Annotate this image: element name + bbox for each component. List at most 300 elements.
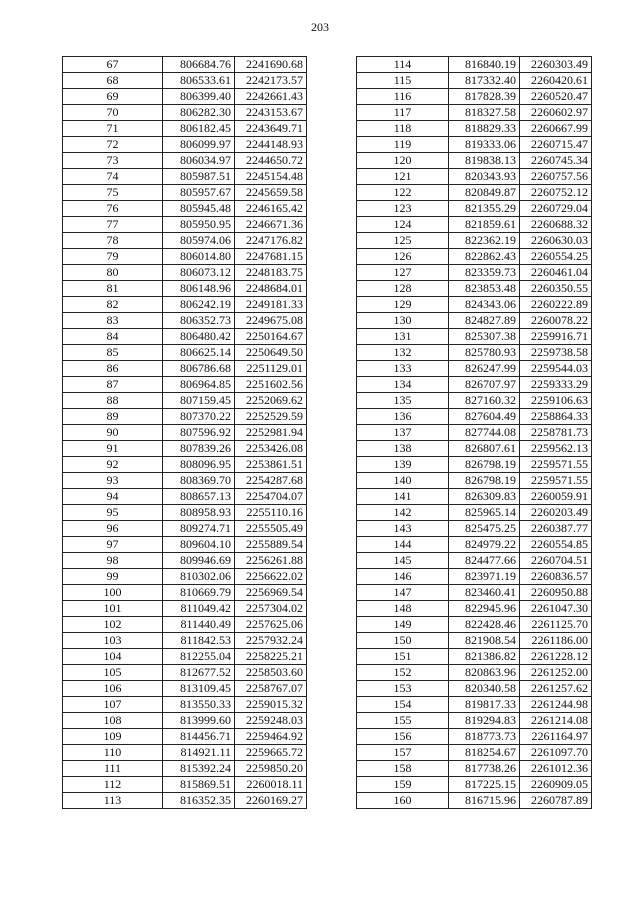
x-coordinate-cell: 805987.51 [163, 169, 235, 185]
table-row [63, 473, 307, 489]
x-coordinate-cell: 808369.70 [163, 473, 235, 489]
y-coordinate-cell: 2260757.56 [520, 169, 592, 185]
x-coordinate-cell: 822428.46 [449, 617, 520, 633]
x-coordinate-cell: 817738.26 [449, 761, 520, 777]
coordinates-table-left [62, 56, 307, 809]
table-row [63, 585, 307, 601]
point-number-cell: 105 [63, 665, 163, 681]
table-row [63, 617, 307, 633]
table-row [357, 473, 592, 489]
y-coordinate-cell: 2248684.01 [235, 281, 307, 297]
point-number-cell: 116 [357, 89, 449, 105]
x-coordinate-cell: 826798.19 [449, 473, 520, 489]
y-coordinate-cell: 2257932.24 [235, 633, 307, 649]
x-coordinate-cell: 824477.66 [449, 553, 520, 569]
point-number-cell: 148 [357, 601, 449, 617]
x-coordinate-cell: 818829.33 [449, 121, 520, 137]
table-row [357, 633, 592, 649]
x-coordinate-cell: 806014.80 [163, 249, 235, 265]
y-coordinate-cell: 2248183.75 [235, 265, 307, 281]
point-number-cell: 94 [63, 489, 163, 505]
point-number-cell: 130 [357, 313, 449, 329]
x-coordinate-cell: 809946.69 [163, 553, 235, 569]
point-number-cell: 113 [63, 793, 163, 809]
y-coordinate-cell: 2261228.12 [520, 649, 592, 665]
point-number-cell: 121 [357, 169, 449, 185]
x-coordinate-cell: 827604.49 [449, 409, 520, 425]
x-coordinate-cell: 821355.29 [449, 201, 520, 217]
x-coordinate-cell: 822945.96 [449, 601, 520, 617]
y-coordinate-cell: 2259916.71 [520, 329, 592, 345]
y-coordinate-cell: 2243153.67 [235, 105, 307, 121]
y-coordinate-cell: 2256622.02 [235, 569, 307, 585]
table-row [357, 313, 592, 329]
x-coordinate-cell: 820849.87 [449, 185, 520, 201]
point-number-cell: 136 [357, 409, 449, 425]
table-row [63, 201, 307, 217]
y-coordinate-cell: 2242173.57 [235, 73, 307, 89]
point-number-cell: 138 [357, 441, 449, 457]
table-row [63, 745, 307, 761]
y-coordinate-cell: 2255889.54 [235, 537, 307, 553]
y-coordinate-cell: 2259106.63 [520, 393, 592, 409]
y-coordinate-cell: 2243649.71 [235, 121, 307, 137]
table-row [357, 233, 592, 249]
point-number-cell: 91 [63, 441, 163, 457]
table-row [63, 393, 307, 409]
y-coordinate-cell: 2261186.00 [520, 633, 592, 649]
x-coordinate-cell: 812677.52 [163, 665, 235, 681]
table-row [357, 585, 592, 601]
table-row [63, 361, 307, 377]
point-number-cell: 139 [357, 457, 449, 473]
x-coordinate-cell: 826798.19 [449, 457, 520, 473]
point-number-cell: 118 [357, 121, 449, 137]
y-coordinate-cell: 2259665.72 [235, 745, 307, 761]
x-coordinate-cell: 819294.83 [449, 713, 520, 729]
x-coordinate-cell: 806352.73 [163, 313, 235, 329]
point-number-cell: 97 [63, 537, 163, 553]
x-coordinate-cell: 807596.92 [163, 425, 235, 441]
point-number-cell: 71 [63, 121, 163, 137]
x-coordinate-cell: 823853.48 [449, 281, 520, 297]
x-coordinate-cell: 821908.54 [449, 633, 520, 649]
table-row [63, 249, 307, 265]
table-row [63, 169, 307, 185]
x-coordinate-cell: 806480.42 [163, 329, 235, 345]
x-coordinate-cell: 816715.96 [449, 793, 520, 809]
x-coordinate-cell: 805945.48 [163, 201, 235, 217]
x-coordinate-cell: 818327.58 [449, 105, 520, 121]
table-row [63, 233, 307, 249]
y-coordinate-cell: 2244650.72 [235, 153, 307, 169]
table-row [357, 729, 592, 745]
y-coordinate-cell: 2250649.50 [235, 345, 307, 361]
table-row [357, 569, 592, 585]
point-number-cell: 141 [357, 489, 449, 505]
y-coordinate-cell: 2260018.11 [235, 777, 307, 793]
y-coordinate-cell: 2258781.73 [520, 425, 592, 441]
table-row [63, 265, 307, 281]
table-row [63, 569, 307, 585]
table-row [357, 409, 592, 425]
x-coordinate-cell: 805950.95 [163, 217, 235, 233]
y-coordinate-cell: 2247681.15 [235, 249, 307, 265]
x-coordinate-cell: 806684.76 [163, 57, 235, 73]
x-coordinate-cell: 822862.43 [449, 249, 520, 265]
x-coordinate-cell: 814921.11 [163, 745, 235, 761]
y-coordinate-cell: 2251602.56 [235, 377, 307, 393]
point-number-cell: 128 [357, 281, 449, 297]
point-number-cell: 87 [63, 377, 163, 393]
y-coordinate-cell: 2260752.12 [520, 185, 592, 201]
table-row [357, 57, 592, 73]
page-number: 203 [311, 20, 329, 34]
x-coordinate-cell: 825475.25 [449, 521, 520, 537]
y-coordinate-cell: 2257304.02 [235, 601, 307, 617]
x-coordinate-cell: 808958.93 [163, 505, 235, 521]
point-number-cell: 79 [63, 249, 163, 265]
table-row [63, 553, 307, 569]
y-coordinate-cell: 2260461.04 [520, 265, 592, 281]
point-number-cell: 146 [357, 569, 449, 585]
table-row [357, 601, 592, 617]
table-row [357, 73, 592, 89]
point-number-cell: 74 [63, 169, 163, 185]
point-number-cell: 144 [357, 537, 449, 553]
point-number-cell: 78 [63, 233, 163, 249]
table-row [357, 505, 592, 521]
table-row [357, 169, 592, 185]
x-coordinate-cell: 806182.45 [163, 121, 235, 137]
point-number-cell: 111 [63, 761, 163, 777]
x-coordinate-cell: 817828.39 [449, 89, 520, 105]
y-coordinate-cell: 2254287.68 [235, 473, 307, 489]
x-coordinate-cell: 806533.61 [163, 73, 235, 89]
x-coordinate-cell: 824979.22 [449, 537, 520, 553]
y-coordinate-cell: 2260303.49 [520, 57, 592, 73]
x-coordinate-cell: 807159.45 [163, 393, 235, 409]
x-coordinate-cell: 806282.30 [163, 105, 235, 121]
x-coordinate-cell: 820343.93 [449, 169, 520, 185]
x-coordinate-cell: 824343.06 [449, 297, 520, 313]
y-coordinate-cell: 2258864.33 [520, 409, 592, 425]
y-coordinate-cell: 2242661.43 [235, 89, 307, 105]
x-coordinate-cell: 826247.99 [449, 361, 520, 377]
x-coordinate-cell: 807370.22 [163, 409, 235, 425]
x-coordinate-cell: 823460.41 [449, 585, 520, 601]
table-row [357, 521, 592, 537]
y-coordinate-cell: 2260729.04 [520, 201, 592, 217]
x-coordinate-cell: 825307.38 [449, 329, 520, 345]
point-number-cell: 160 [357, 793, 449, 809]
table-row [63, 681, 307, 697]
y-coordinate-cell: 2259464.92 [235, 729, 307, 745]
table-row [357, 249, 592, 265]
table-row [63, 457, 307, 473]
table-row [63, 697, 307, 713]
point-number-cell: 90 [63, 425, 163, 441]
y-coordinate-cell: 2258503.60 [235, 665, 307, 681]
table-row [63, 73, 307, 89]
x-coordinate-cell: 808096.95 [163, 457, 235, 473]
table-row [63, 185, 307, 201]
point-number-cell: 77 [63, 217, 163, 233]
y-coordinate-cell: 2259738.58 [520, 345, 592, 361]
point-number-cell: 106 [63, 681, 163, 697]
table-row [63, 793, 307, 809]
y-coordinate-cell: 2252981.94 [235, 425, 307, 441]
point-number-cell: 157 [357, 745, 449, 761]
table-row [63, 537, 307, 553]
table-row [63, 441, 307, 457]
table-row [63, 121, 307, 137]
point-number-cell: 127 [357, 265, 449, 281]
point-number-cell: 67 [63, 57, 163, 73]
coordinates-table-right [356, 56, 592, 809]
y-coordinate-cell: 2261164.97 [520, 729, 592, 745]
x-coordinate-cell: 816840.19 [449, 57, 520, 73]
x-coordinate-cell: 809274.71 [163, 521, 235, 537]
x-coordinate-cell: 819817.33 [449, 697, 520, 713]
table-row [357, 553, 592, 569]
point-number-cell: 85 [63, 345, 163, 361]
point-number-cell: 156 [357, 729, 449, 745]
y-coordinate-cell: 2261097.70 [520, 745, 592, 761]
y-coordinate-cell: 2253861.51 [235, 457, 307, 473]
y-coordinate-cell: 2259015.32 [235, 697, 307, 713]
table-row [63, 633, 307, 649]
x-coordinate-cell: 823359.73 [449, 265, 520, 281]
table-row [357, 121, 592, 137]
x-coordinate-cell: 815869.51 [163, 777, 235, 793]
y-coordinate-cell: 2260059.91 [520, 489, 592, 505]
point-number-cell: 158 [357, 761, 449, 777]
point-number-cell: 134 [357, 377, 449, 393]
point-number-cell: 114 [357, 57, 449, 73]
y-coordinate-cell: 2260715.47 [520, 137, 592, 153]
point-number-cell: 101 [63, 601, 163, 617]
point-number-cell: 154 [357, 697, 449, 713]
y-coordinate-cell: 2260787.89 [520, 793, 592, 809]
point-number-cell: 147 [357, 585, 449, 601]
y-coordinate-cell: 2260950.88 [520, 585, 592, 601]
point-number-cell: 81 [63, 281, 163, 297]
x-coordinate-cell: 819838.13 [449, 153, 520, 169]
x-coordinate-cell: 813109.45 [163, 681, 235, 697]
point-number-cell: 150 [357, 633, 449, 649]
y-coordinate-cell: 2259571.55 [520, 457, 592, 473]
point-number-cell: 117 [357, 105, 449, 121]
table-row [357, 89, 592, 105]
x-coordinate-cell: 811440.49 [163, 617, 235, 633]
x-coordinate-cell: 806034.97 [163, 153, 235, 169]
point-number-cell: 82 [63, 297, 163, 313]
point-number-cell: 115 [357, 73, 449, 89]
table-row [357, 185, 592, 201]
point-number-cell: 112 [63, 777, 163, 793]
table-row [63, 729, 307, 745]
point-number-cell: 108 [63, 713, 163, 729]
y-coordinate-cell: 2253426.08 [235, 441, 307, 457]
point-number-cell: 132 [357, 345, 449, 361]
x-coordinate-cell: 826707.97 [449, 377, 520, 393]
table-row [357, 745, 592, 761]
x-coordinate-cell: 820340.58 [449, 681, 520, 697]
table-row [63, 713, 307, 729]
table-row [357, 137, 592, 153]
point-number-cell: 76 [63, 201, 163, 217]
x-coordinate-cell: 805974.06 [163, 233, 235, 249]
point-number-cell: 135 [357, 393, 449, 409]
table-row [63, 425, 307, 441]
y-coordinate-cell: 2260602.97 [520, 105, 592, 121]
table-row [357, 697, 592, 713]
table-row [63, 665, 307, 681]
point-number-cell: 102 [63, 617, 163, 633]
x-coordinate-cell: 810669.79 [163, 585, 235, 601]
table-row [357, 441, 592, 457]
x-coordinate-cell: 809604.10 [163, 537, 235, 553]
table-row [63, 217, 307, 233]
table-row [63, 649, 307, 665]
y-coordinate-cell: 2259544.03 [520, 361, 592, 377]
x-coordinate-cell: 818773.73 [449, 729, 520, 745]
point-number-cell: 124 [357, 217, 449, 233]
y-coordinate-cell: 2261012.36 [520, 761, 592, 777]
y-coordinate-cell: 2260745.34 [520, 153, 592, 169]
point-number-cell: 109 [63, 729, 163, 745]
point-number-cell: 119 [357, 137, 449, 153]
y-coordinate-cell: 2261047.30 [520, 601, 592, 617]
table-row [357, 217, 592, 233]
point-number-cell: 69 [63, 89, 163, 105]
table-row [357, 793, 592, 809]
y-coordinate-cell: 2255505.49 [235, 521, 307, 537]
point-number-cell: 75 [63, 185, 163, 201]
x-coordinate-cell: 810302.06 [163, 569, 235, 585]
x-coordinate-cell: 805957.67 [163, 185, 235, 201]
table-row [63, 137, 307, 153]
x-coordinate-cell: 817225.15 [449, 777, 520, 793]
y-coordinate-cell: 2252529.59 [235, 409, 307, 425]
table-row [63, 281, 307, 297]
y-coordinate-cell: 2249181.33 [235, 297, 307, 313]
table-row [357, 425, 592, 441]
x-coordinate-cell: 821859.61 [449, 217, 520, 233]
y-coordinate-cell: 2259562.13 [520, 441, 592, 457]
point-number-cell: 99 [63, 569, 163, 585]
point-number-cell: 155 [357, 713, 449, 729]
point-number-cell: 89 [63, 409, 163, 425]
table-row [357, 537, 592, 553]
x-coordinate-cell: 808657.13 [163, 489, 235, 505]
x-coordinate-cell: 817332.40 [449, 73, 520, 89]
table-row [357, 297, 592, 313]
point-number-cell: 131 [357, 329, 449, 345]
y-coordinate-cell: 2249675.08 [235, 313, 307, 329]
point-number-cell: 104 [63, 649, 163, 665]
point-number-cell: 80 [63, 265, 163, 281]
x-coordinate-cell: 820863.96 [449, 665, 520, 681]
point-number-cell: 153 [357, 681, 449, 697]
y-coordinate-cell: 2260387.77 [520, 521, 592, 537]
y-coordinate-cell: 2260704.51 [520, 553, 592, 569]
x-coordinate-cell: 819333.06 [449, 137, 520, 153]
point-number-cell: 140 [357, 473, 449, 489]
y-coordinate-cell: 2261257.62 [520, 681, 592, 697]
x-coordinate-cell: 811049.42 [163, 601, 235, 617]
table-row [357, 281, 592, 297]
y-coordinate-cell: 2260667.99 [520, 121, 592, 137]
x-coordinate-cell: 825965.14 [449, 505, 520, 521]
point-number-cell: 73 [63, 153, 163, 169]
y-coordinate-cell: 2260350.55 [520, 281, 592, 297]
table-row [63, 57, 307, 73]
x-coordinate-cell: 807839.26 [163, 441, 235, 457]
y-coordinate-cell: 2258225.21 [235, 649, 307, 665]
point-number-cell: 142 [357, 505, 449, 521]
y-coordinate-cell: 2245154.48 [235, 169, 307, 185]
table-row [63, 489, 307, 505]
y-coordinate-cell: 2245659.58 [235, 185, 307, 201]
y-coordinate-cell: 2260909.05 [520, 777, 592, 793]
table-row [357, 201, 592, 217]
x-coordinate-cell: 815392.24 [163, 761, 235, 777]
table-row [63, 345, 307, 361]
y-coordinate-cell: 2256261.88 [235, 553, 307, 569]
point-number-cell: 120 [357, 153, 449, 169]
point-number-cell: 107 [63, 697, 163, 713]
y-coordinate-cell: 2260836.57 [520, 569, 592, 585]
x-coordinate-cell: 811842.53 [163, 633, 235, 649]
table-row [63, 505, 307, 521]
point-number-cell: 88 [63, 393, 163, 409]
point-number-cell: 83 [63, 313, 163, 329]
y-coordinate-cell: 2258767.07 [235, 681, 307, 697]
y-coordinate-cell: 2259571.55 [520, 473, 592, 489]
point-number-cell: 125 [357, 233, 449, 249]
point-number-cell: 72 [63, 137, 163, 153]
table-row [63, 377, 307, 393]
table-row [63, 313, 307, 329]
point-number-cell: 149 [357, 617, 449, 633]
table-row [357, 777, 592, 793]
x-coordinate-cell: 806786.68 [163, 361, 235, 377]
point-number-cell: 133 [357, 361, 449, 377]
point-number-cell: 143 [357, 521, 449, 537]
point-number-cell: 95 [63, 505, 163, 521]
y-coordinate-cell: 2260630.03 [520, 233, 592, 249]
y-coordinate-cell: 2260169.27 [235, 793, 307, 809]
point-number-cell: 86 [63, 361, 163, 377]
y-coordinate-cell: 2260520.47 [520, 89, 592, 105]
y-coordinate-cell: 2261244.98 [520, 697, 592, 713]
point-number-cell: 152 [357, 665, 449, 681]
y-coordinate-cell: 2261252.00 [520, 665, 592, 681]
x-coordinate-cell: 806964.85 [163, 377, 235, 393]
y-coordinate-cell: 2260078.22 [520, 313, 592, 329]
y-coordinate-cell: 2260222.89 [520, 297, 592, 313]
table-row [63, 329, 307, 345]
x-coordinate-cell: 818254.67 [449, 745, 520, 761]
table-row [357, 377, 592, 393]
point-number-cell: 126 [357, 249, 449, 265]
y-coordinate-cell: 2254704.07 [235, 489, 307, 505]
table-row [357, 617, 592, 633]
x-coordinate-cell: 827160.32 [449, 393, 520, 409]
x-coordinate-cell: 814456.71 [163, 729, 235, 745]
